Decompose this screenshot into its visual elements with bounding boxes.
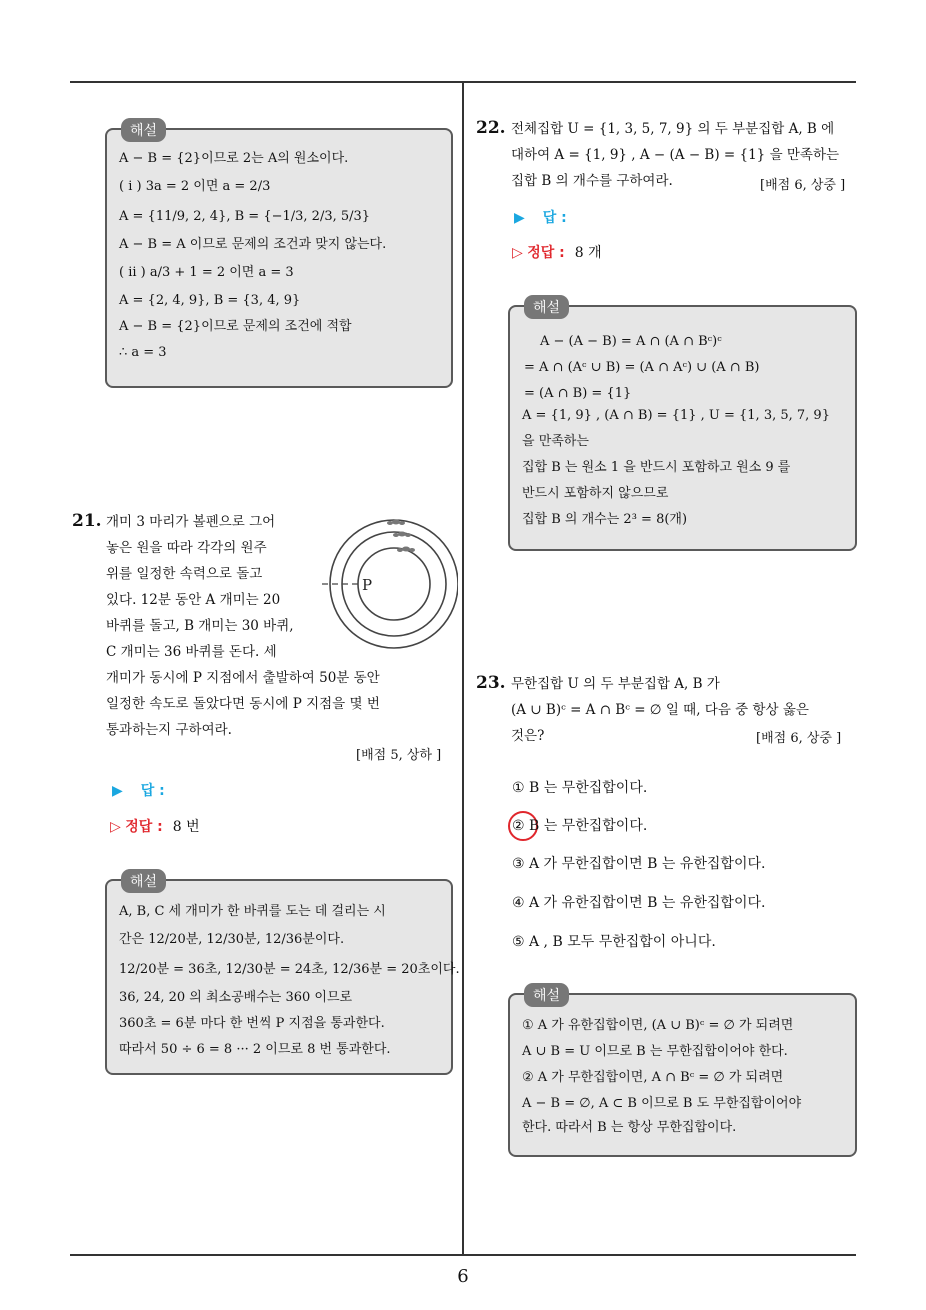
- solution-line: 따라서 50 ÷ 6 = 8 ··· 2 이므로 8 번 통과한다.: [119, 1042, 391, 1057]
- question-text: 일정한 속도로 돌았다면 동시에 P 지점을 몇 번: [106, 696, 380, 712]
- solution-line: ( i ) 3a = 2 이면 a = 2/3: [119, 179, 271, 194]
- correct-label: 정답 :: [125, 819, 163, 835]
- choice-3[interactable]: ③ A 가 무한집합이면 B 는 유한집합이다.: [512, 856, 766, 872]
- question-text: 전체집합 U = {1, 3, 5, 7, 9} 의 두 부분집합 A, B 에: [511, 121, 835, 137]
- solution-line: 36, 24, 20 의 최소공배수는 360 이므로: [119, 990, 353, 1005]
- solution-line: ( ii ) a/3 + 1 = 2 이면 a = 3: [119, 265, 294, 280]
- question-text: 집합 B 의 개수를 구하여라.: [511, 173, 673, 189]
- outline-triangle-icon: ▷: [110, 819, 126, 835]
- question-text: 바퀴를 돌고, B 개미는 30 바퀴,: [106, 618, 294, 634]
- solution-line: 한다. 따라서 B 는 항상 무한집합이다.: [522, 1120, 737, 1135]
- solution-box-23: [508, 988, 857, 1157]
- choice-4[interactable]: ④ A 가 유한집합이면 B 는 유한집합이다.: [512, 895, 766, 911]
- score-label: [배점 5, 상하 ]: [356, 748, 442, 763]
- question-text: (A ∪ B)ᶜ = A ∩ Bᶜ = ∅ 일 때, 다음 중 항상 옳은: [511, 702, 809, 718]
- question-text: 통과하는지 구하여라.: [106, 722, 232, 738]
- choice-1[interactable]: ① B 는 무한집합이다.: [512, 780, 648, 796]
- ant-icon: [397, 547, 415, 553]
- solution-line: ∴ a = 3: [119, 345, 167, 360]
- solution-line: A − (A − B) = A ∩ (A ∩ Bᶜ)ᶜ: [540, 334, 722, 349]
- correct-value: 8 개: [574, 245, 602, 261]
- solution-line: 12/20분 = 36초, 12/30분 = 24초, 12/36분 = 20초이다.: [119, 962, 460, 977]
- correct-answer-row: [512, 242, 602, 262]
- choice-5[interactable]: ⑤ A , B 모두 무한집합이 아니다.: [512, 934, 716, 950]
- play-triangle-icon: ▶: [514, 210, 525, 226]
- play-triangle-icon: ▶: [112, 783, 123, 799]
- solution-tag: 해설: [524, 983, 569, 1007]
- solution-line: ① A 가 유한집합이면, (A ∪ B)ᶜ = ∅ 가 되려면: [522, 1018, 794, 1033]
- outline-triangle-icon: ▷: [512, 245, 528, 261]
- score-label: [배점 6, 상중 ]: [760, 178, 846, 193]
- page-number: 6: [457, 1266, 469, 1287]
- solution-line: 집합 B 의 개수는 2³ = 8(개): [522, 512, 688, 527]
- question-text: 위를 일정한 속력으로 돌고: [106, 566, 263, 582]
- question-number-21: 21.: [72, 511, 102, 531]
- column-divider: [462, 83, 464, 1254]
- question-text: 개미가 동시에 P 지점에서 출발하여 50분 동안: [106, 670, 380, 686]
- solution-box-21: [105, 874, 460, 1075]
- correct-answer-row: [110, 816, 200, 836]
- solution-line: A = {1, 9} , (A ∩ B) = {1} , U = {1, 3, 5, 7, 9}: [522, 408, 830, 423]
- ant-circles-figure: [318, 512, 458, 658]
- solution-tag: 해설: [121, 118, 166, 142]
- choice-2[interactable]: ② B 는 무한집합이다.: [512, 818, 648, 834]
- solution-line: A = {2, 4, 9}, B = {3, 4, 9}: [119, 293, 301, 308]
- solution-box-22: [508, 300, 857, 551]
- question-text: 무한집합 U 의 두 부분집합 A, B 가: [511, 676, 720, 692]
- solution-tag: 해설: [121, 869, 166, 893]
- solution-line: 을 만족하는: [522, 434, 589, 449]
- solution-line: A − B = {2}이므로 2는 A의 원소이다.: [119, 151, 349, 166]
- solution-line: 간은 12/20분, 12/30분, 12/36분이다.: [119, 932, 345, 947]
- solution-tag: 해설: [524, 295, 569, 319]
- solution-line: A − B = ∅, A ⊂ B 이므로 B 도 무한집합이어야: [522, 1096, 802, 1111]
- solution-box-20: [105, 123, 453, 388]
- solution-line: A − B = A 이므로 문제의 조건과 맞지 않는다.: [119, 237, 387, 252]
- solution-line: A = {11/9, 2, 4}, B = {−1/3, 2/3, 5/3}: [119, 209, 371, 224]
- solution-line: 집합 B 는 원소 1 을 반드시 포함하고 원소 9 를: [522, 460, 791, 475]
- solution-line: = (A ∩ B) = {1}: [524, 386, 632, 401]
- answer-row: [112, 780, 165, 800]
- circle-outer: [330, 520, 458, 648]
- question-text: 놓은 원을 따라 각각의 원주: [106, 540, 267, 556]
- solution-line: A ∪ B = U 이므로 B 는 무한집합이어야 한다.: [522, 1044, 788, 1059]
- point-p-label: P: [362, 576, 373, 594]
- answer-row: [514, 207, 567, 227]
- correct-label: 정답 :: [527, 245, 565, 261]
- solution-line: 반드시 포함하지 않으므로: [522, 486, 669, 501]
- solution-line: ② A 가 무한집합이면, A ∩ Bᶜ = ∅ 가 되려면: [522, 1070, 784, 1085]
- question-number-23: 23.: [476, 673, 506, 693]
- solution-line: A, B, C 세 개미가 한 바퀴를 도는 데 걸리는 시: [119, 904, 386, 919]
- solution-line: = A ∩ (Aᶜ ∪ B) = (A ∩ Aᶜ) ∪ (A ∩ B): [524, 360, 760, 375]
- bottom-rule: [70, 1254, 856, 1256]
- question-number-22: 22.: [476, 118, 506, 138]
- question-text: 개미 3 마리가 볼펜으로 그어: [106, 514, 276, 530]
- question-text: 것은?: [511, 728, 545, 744]
- answer-label: 답 :: [542, 210, 567, 226]
- answer-label: 답 :: [140, 783, 165, 799]
- solution-line: 360초 = 6분 마다 한 번씩 P 지점을 통과한다.: [119, 1016, 385, 1031]
- solution-line: A − B = {2}이므로 문제의 조건에 적합: [119, 319, 352, 334]
- question-text: 있다. 12분 동안 A 개미는 20: [106, 592, 281, 608]
- score-label: [배점 6, 상중 ]: [756, 731, 842, 746]
- question-text: 대하여 A = {1, 9} , A − (A − B) = {1} 을 만족하는: [511, 147, 840, 163]
- question-text: C 개미는 36 바퀴를 돈다. 세: [106, 644, 277, 660]
- correct-value: 8 번: [172, 819, 200, 835]
